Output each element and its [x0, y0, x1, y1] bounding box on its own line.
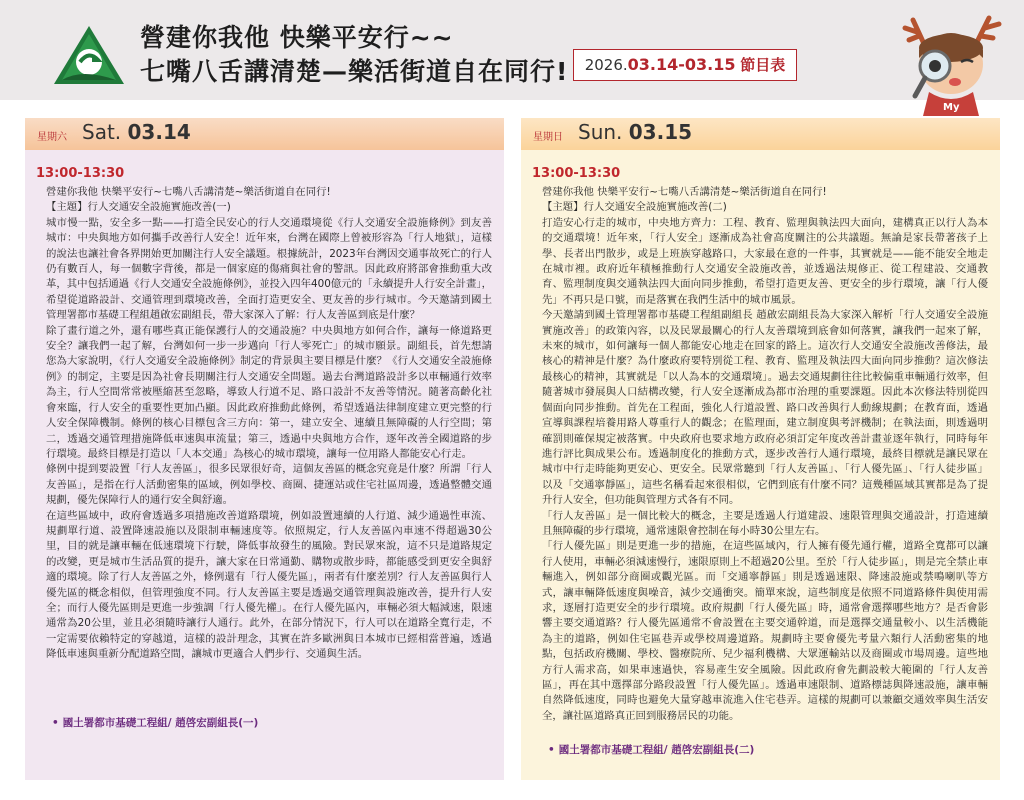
paragraph: 今天邀請到國土管理署都市基礎工程組副組長 趙啟宏副組長為大家深入解析「行人交通安全設施實施改善」的政策內容，以及民眾最關心的行人友善環境到底會如何落實，讓我們一起來了解，未來的城市，如何讓每一個人都能安心地走在回家的路上。這次行人交通安全設施改善修法，最核心的精神是什麼？為什麼政府要特別從工程、教育、監理及執法四大面向同步推動？這次修法最核心的精神，其實就是「以人為本的交通環境」。過去交通規劃往往比較偏重車輛通行效率，但隨著城市發展與人口結構改變，行人安全逐漸成為都市治理的重要課題。因此本次修法特別從四個面向同步推動。首先在工程面，強化人行道設置、路口改善與行人動線規劃；在教育面，透過宣導與課程培養用路人尊重行人的觀念；在監理面，建立制度與考評機制；在執法面，則透過明確罰則確保規定被落實。中央政府也要求地方政府必須訂定年度改善計畫並逐年執行，同時每年進行評比與成果公布。透過制度化的推動方式，逐步改善行人通行環境，最終目標就是讓民眾在城市中行走時能夠更安心、更安全。民眾常聽到「行人友善區」、「行人優先區」、「行人徒步區」以及「交通寧靜區」，這些名稱看起來很相似，它們到底有什麼不同？這幾種區域其實都是為了提升行人安全，但功能與管理方式各有不同。	[542, 309, 988, 507]
day-num: 03.15	[628, 120, 693, 144]
paragraph: 「行人友善區」是一個比較大的概念，主要是透過人行道建設、速限管理與交通設計，打造連續且無障礙的步行環境，通常速限會控制在每小時30公里左右。	[542, 509, 988, 537]
paragraph: 「行人優先區」則是更進一步的措施，在這些區域內，行人擁有優先通行權，道路全寬都可以讓行人使用，車輛必須減速慢行，速限原則上不超過20公里。至於「行人徒步區」，則是完全禁止車輛進入，例如部分商圈或觀光區。而「交通寧靜區」則是透過速限、降速設施或禁鳴喇叭等方式，讓車輛降低速度與噪音，減少交通衝突。簡單來說，這些制度是依照不同道路條件與使用需求，逐層打造更安全的步行環境。政府規劃「行人優先區」時，通常會選擇哪些地方？是否會影響主要交通道路？行人優先區通常不會設置在主要交通幹道，而是選擇交通量較小、以生活機能為主的道路，例如住宅區巷弄或學校周邊道路。規劃時主要會優先考量六類行人活動密集的地點，包括政府機關、學校、醫療院所、兒少福利機構、大眾運輸站以及商圈或市場周邊。這些地方行人需求高，如果車速過快，容易產生安全風險。因此政府會先劃設較大範圍的「行人友善區」，再在其中選擇部分路段設置「行人優先區」。透過車速限制、道路標誌與降速設施，讓車輛自然降低速度，同時也避免大量穿越車流進入住宅巷弄。這樣的規劃可以兼顧交通效率與生活安全，讓社區道路真正回到服務居民的功能。	[542, 540, 988, 722]
paragraph: 條例中提到要設置「行人友善區」，很多民眾很好奇，這個友善區的概念究竟是什麼？所謂「行人友善區」，是指在行人活動密集的區域，例如學校、商圈、捷運站或住宅社區周邊，透過整體交通規劃，優先保障行人的通行安全與舒適。	[46, 463, 492, 507]
mascot-badge-text: My	[943, 102, 960, 113]
speaker-signature	[52, 715, 258, 730]
paragraph: 除了畫行道之外，還有哪些真正能保護行人的交通設施？中央與地方如何合作，讓每一條道路更安全？讓我們一起了解，台灣如何一步一步邁向「行人零死亡」的城市願景。副組長，首先想請您為大家說明，《行人交通安全設施條例》制定的背景與主要目標是什麼？《行人交通安全設施條例》的制定，主要是因為社會長期關注行人交通安全問題。過去台灣道路設計多以車輛通行效率為主，行人空間常常被壓縮甚至忽略，導致人行道不足、路口設計不友善等情況。隨著高齡化社會來臨，行人安全的重要性更加凸顯。因此政府推動此條例，希望透過法律制度建立更完整的行人安全保障機制。條例的核心目標包含三方向：第一，建立安全、連續且無障礙的人行空間；第二，透過交通管理措施降低車速與車流量；第三，透過中央與地方合作，逐年改善全國道路的步行環境。最終目標是打造以「人本交通」為核心的城市環境，讓每一位用路人都能安心行走。	[46, 324, 492, 460]
paragraph: 營建你我他 快樂平安行~七嘴八舌講清楚~樂活街道自在同行!	[542, 186, 827, 198]
day-date	[578, 120, 692, 144]
logo-icon	[52, 24, 126, 86]
bullet-icon: •	[52, 717, 59, 729]
program-description	[46, 185, 492, 663]
program-label: 節目表	[740, 56, 786, 74]
time-slot: 13:00-13:30	[36, 166, 125, 181]
day-header	[25, 118, 504, 150]
date-range-badge	[573, 49, 797, 81]
paragraph: 打造安心行走的城市，中央地方齊力：工程、教育、監理與執法四大面向，建構真正以行人為本的交通環境！近年來，「行人安全」逐漸成為社會高度關注的公共議題。無論是家長帶著孩子上學、長者出門散步，或是上班族穿越路口，大家最在意的一件事，其實就是——能不能安全地走在城市裡。政府近年積極推動行人交通安全設施改善，並透過法規修正、從工程建設、交通教育、監理制度與交通執法四大面向同步推動，希望打造更友善、更安全的步行環境，讓「行人優先」不再只是口號，而是落實在我們生活中的城市風景。	[542, 216, 988, 306]
page-title-line1: 營建你我他 快樂平安行~~	[140, 23, 454, 52]
day-name: Sat.	[82, 120, 122, 144]
day-label: 星期六	[37, 132, 67, 143]
speaker-signature	[548, 742, 754, 757]
page-header	[0, 0, 1024, 113]
paragraph: 城市慢一點，安全多一點——打造全民安心的行人交通環境從《行人交通安全設施條例》到友善城市：中央與地方如何攜手改善行人安全！近年來，台灣在國際上曾被形容為「行人地獄」，這樣的說法也讓社會各界開始更加關注行人安全議題。根據統計，2023年台灣因交通事故死亡的行人仍有數百人，每一個數字背後，都是一個家庭的傷痛與社會的警訊。因此政府將部會推動重大改革，其中包括通過《行人交通安全設施條例》，並投入四年400億元的「永續提升人行安全計畫」，希望從道路設計、交通管理到環境改善，全面打造更安全、更友善的步行城市。今天邀請到國土管理署都市基礎工程組趙啟宏副組長，帶大家深入了解：行人友善區到底是什麼？	[46, 216, 492, 322]
speaker-text: 國土署都市基礎工程組/ 趙啓宏副組長(二)	[558, 744, 755, 756]
date-prefix: 2026.	[584, 56, 628, 74]
mascot-icon	[895, 6, 1011, 116]
day-label: 星期日	[533, 132, 563, 143]
paragraph: 【主題】行人交通安全設施實施改善(二)	[542, 201, 727, 214]
day-column-sat	[25, 118, 504, 780]
time-slot: 13:00-13:30	[532, 166, 621, 181]
speaker-text: 國土署都市基礎工程組/ 趙啓宏副組長(一)	[62, 717, 259, 729]
day-header	[521, 118, 1000, 150]
day-name: Sun.	[578, 120, 623, 144]
paragraph: 在這些區域中，政府會透過多項措施改善道路環境，例如設置連續的人行道、減少通過性車流、規劃單行道、設置降速設施以及限制車輛速度等。依照規定，行人友善區內車速不得超過30公里，目的就是讓車輛在低速環境下行駛，降低事故發生的風險。對民眾來說，這不只是道路規定的改變，更是城市生活品質的提升，讓大家在日常通勤、購物或散步時，都能感受到更安全與舒適的環境。除了行人友善區之外，條例還有「行人優先區」，兩者有什麼差別？行人友善區與行人優先區的概念相似，但管理強度不同。行人友善區主要是透過交通管理與設施改善，提升行人安全；而行人優先區則是更進一步強調「行人優先權」。在行人優先區內，車輛必須大幅減速，限速通常為20公里，並且必須隨時讓行人通行。此外，在部分情況下，行人可以在道路全寬行走，不一定需要依賴特定的穿越道，這樣的設計理念，其實在許多歐洲與日本城市已經相當普遍，透過降低車速與重新分配道路空間，讓城市更適合人們步行、交通與生活。	[46, 509, 492, 661]
day-date	[82, 120, 191, 144]
paragraph: 【主題】行人交通安全設施實施改善(一)	[46, 201, 231, 214]
bullet-icon: •	[548, 744, 555, 756]
date-range: 03.14-03.15	[627, 55, 736, 74]
day-num: 03.14	[127, 120, 191, 144]
page-title-line2: 七嘴八舌講清楚—樂活街道自在同行!	[140, 57, 569, 86]
day-column-sun	[521, 118, 1000, 780]
program-description	[542, 185, 988, 724]
paragraph: 營建你我他 快樂平安行~七嘴八舌講清楚~樂活街道自在同行!	[46, 186, 331, 198]
